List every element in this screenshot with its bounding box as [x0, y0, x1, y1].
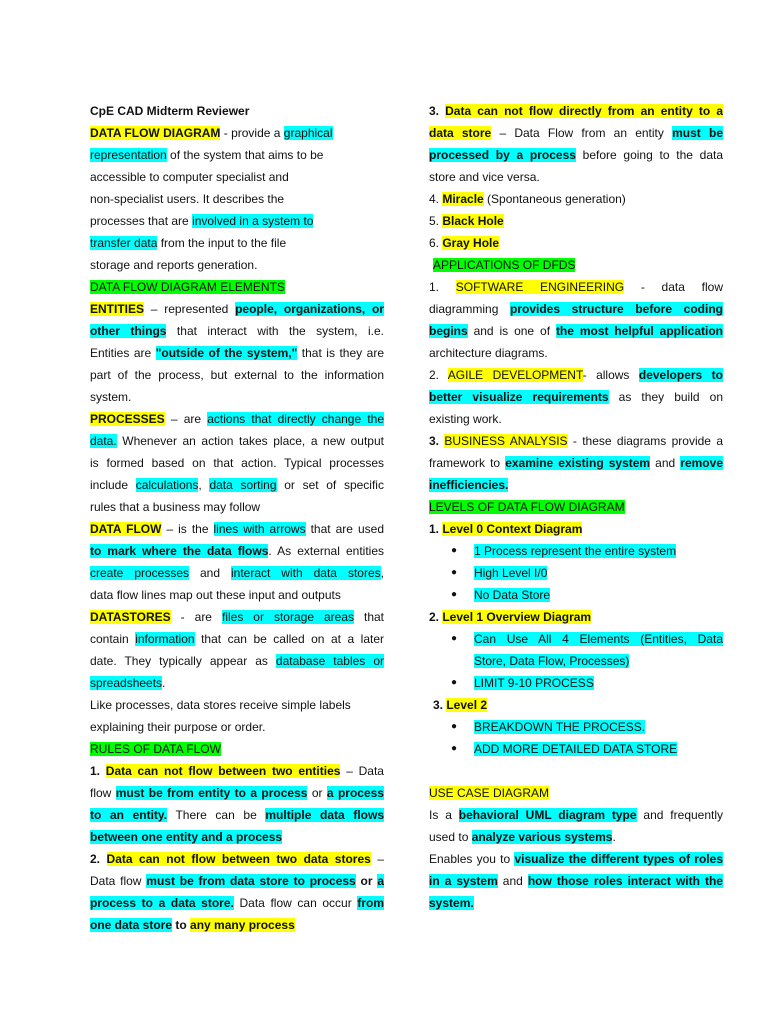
highlight: Black Hole: [442, 214, 504, 228]
text-run: . As external entities: [268, 544, 384, 558]
highlight: spreadsheets: [90, 676, 163, 690]
highlight: Data can not flow directly from an entity to a: [445, 104, 723, 118]
text-line: data flow lines map out these input and outputs: [90, 588, 341, 602]
text-run: that: [354, 610, 384, 624]
rule-4-line: [429, 188, 723, 210]
text-run: ,: [380, 566, 384, 580]
text-run: Data flow can occur: [233, 896, 358, 910]
entities-line: [90, 298, 384, 320]
highlight: BREAKDOWN THE PROCESS.: [474, 720, 646, 734]
list-item: [429, 738, 723, 760]
text-run: include: [90, 478, 136, 492]
highlight: Data can not flow between two entities: [105, 764, 341, 778]
text-line: [90, 232, 384, 254]
text-line: rules that a business may follow: [90, 500, 261, 514]
text-line: [429, 298, 723, 320]
text-line: store and vice versa.: [429, 170, 540, 184]
highlight: Store, Data Flow, Processes): [474, 654, 630, 668]
section-heading-rules: [90, 738, 384, 760]
bullet-icon: ●: [451, 721, 458, 732]
text-line: [90, 540, 384, 562]
highlight: calculations: [135, 478, 199, 492]
app-1-line: [429, 276, 723, 298]
text-line: [429, 870, 723, 892]
bullet-icon: ●: [451, 743, 458, 754]
highlight: data sorting: [209, 478, 277, 492]
text-run: - data flow: [624, 280, 723, 294]
text-line: system.: [90, 390, 132, 404]
text-run: and: [497, 874, 528, 888]
highlight: AGILE DEVELOPMENT: [447, 368, 583, 382]
datastores-line: [90, 606, 384, 628]
text-run: framework to: [429, 456, 506, 470]
dataflow-label: DATA FLOW: [90, 522, 162, 536]
highlight: No Data Store: [474, 588, 551, 602]
text-line: explaining their purpose or order.: [90, 720, 266, 734]
text-run: of the system that aims to be: [166, 148, 324, 162]
rule-2-line: [90, 848, 384, 870]
entities-label: ENTITIES: [90, 302, 145, 316]
highlight: Miracle: [442, 192, 484, 206]
rule-number: 3.: [429, 104, 446, 118]
rule-number: 2.: [90, 852, 107, 866]
bullet-icon: ●: [451, 677, 458, 688]
app-2-line: [429, 364, 723, 386]
text-run: used to: [429, 830, 472, 844]
section-heading-elements: [90, 276, 384, 298]
level-number: 3.: [433, 698, 447, 712]
text-line: [90, 210, 384, 232]
text-run: Entities are: [90, 346, 156, 360]
text-run: – represented: [144, 302, 236, 316]
highlight: LIMIT 9-10 PROCESS: [474, 676, 594, 690]
app-3-line: [429, 430, 723, 452]
text-line: Like processes, data stores receive simple labels: [90, 698, 351, 712]
rule-3-line: [429, 100, 723, 122]
highlight: a process: [326, 786, 384, 800]
list-item: [429, 584, 723, 606]
text-run: (Spontaneous generation): [483, 192, 626, 206]
rule-number: 6.: [429, 236, 443, 250]
text-line: [90, 342, 384, 364]
text-run: - are: [170, 610, 222, 624]
text-run: Enables you to: [429, 852, 515, 866]
text-line: [90, 562, 384, 584]
highlight: BUSINESS ANALYSIS: [444, 434, 568, 448]
highlight: RULES OF DATA FLOW: [90, 742, 221, 756]
text-run: diagramming: [429, 302, 511, 316]
level-number: 1.: [429, 522, 443, 536]
text-line: [429, 144, 723, 166]
datastores-label: DATASTORES: [90, 610, 171, 624]
text-line: [90, 782, 384, 804]
highlight: data store: [429, 126, 492, 140]
text-line: [429, 320, 723, 342]
highlight: examine existing system: [505, 456, 651, 470]
list-item-continuation: [429, 650, 723, 672]
text-line: [429, 386, 723, 408]
bullet-icon: ●: [451, 589, 458, 600]
highlight: 1 Process represent the entire system: [474, 544, 677, 558]
highlight: Data can not flow between two data stores: [106, 852, 371, 866]
highlight: behavioral UML diagram type: [458, 808, 637, 822]
highlight: LEVELS OF DATA FLOW DIAGRAM: [429, 500, 625, 514]
highlight: must be from data store to process: [146, 874, 356, 888]
highlight: Can Use All 4 Elements (Entities, Data: [474, 632, 723, 646]
highlight: from: [357, 896, 384, 910]
text-run: flow: [90, 786, 116, 800]
text-line: existing work.: [429, 412, 502, 426]
text-run: date. They typically appear as: [90, 654, 276, 668]
highlight: the most helpful application: [555, 324, 723, 338]
text-run: – Data Flow from an entity: [491, 126, 673, 140]
text-line: [429, 452, 723, 474]
text-run: from the input to the file: [157, 236, 287, 250]
highlight: SOFTWARE ENGINEERING: [455, 280, 625, 294]
dataflow-line: [90, 518, 384, 540]
level-2-line: [429, 694, 723, 716]
highlight: information: [135, 632, 195, 646]
text-run: before going to the data: [575, 148, 723, 162]
text-run: processes that are: [90, 214, 193, 228]
highlight: create processes: [90, 566, 190, 580]
text-run: Whenever an action takes place, a new output: [116, 434, 384, 448]
highlight: Level 1 Overview Diagram: [442, 610, 592, 624]
highlight: database tables or: [275, 654, 384, 668]
spacer: [429, 760, 723, 782]
text-run: that interact with the system, i.e.: [166, 324, 384, 338]
bullet-icon: ●: [451, 545, 458, 556]
highlight: better visualize requirements: [429, 390, 609, 404]
section-heading-levels: [429, 496, 723, 518]
highlight: visualize the different types of roles: [514, 852, 723, 866]
text-line: non-specialist users. It describes the: [90, 192, 285, 206]
highlight: in a system: [429, 874, 498, 888]
app-number: 3.: [429, 434, 445, 448]
text-line: [90, 430, 384, 452]
text-line: [429, 848, 723, 870]
highlight: analyze various systems: [471, 830, 613, 844]
text-line: [90, 804, 384, 826]
highlight: to an entity.: [90, 808, 168, 822]
text-line: [429, 122, 723, 144]
text-line: [90, 320, 384, 342]
text-line: [429, 474, 723, 496]
list-item: [429, 562, 723, 584]
level-0-line: [429, 518, 723, 540]
highlight: data.: [90, 434, 117, 448]
highlight: begins: [429, 324, 468, 338]
highlight: representation: [90, 148, 167, 162]
text-run: .: [162, 676, 166, 690]
text-line: [90, 144, 384, 166]
processes-line: [90, 408, 384, 430]
section-heading-applications: [429, 254, 723, 276]
text-run: that can be called on at a later: [194, 632, 384, 646]
highlight: remove: [680, 456, 723, 470]
text-run: –: [370, 852, 384, 866]
highlight: a: [377, 874, 384, 888]
text-run: that are used: [305, 522, 384, 536]
highlight: actions that directly change the: [207, 412, 384, 426]
bullet-icon: ●: [451, 567, 458, 578]
text-run: – is the: [161, 522, 214, 536]
highlight: files or storage areas: [221, 610, 354, 624]
rule-number: 5.: [429, 214, 443, 228]
app-number: 2.: [429, 368, 448, 382]
rule-number: 4.: [429, 192, 443, 206]
list-item: [429, 540, 723, 562]
highlight: Gray Hole: [442, 236, 500, 250]
highlight: must be from entity to a process: [115, 786, 308, 800]
highlight: Level 0 Context Diagram: [442, 522, 583, 536]
left-column: [90, 100, 384, 936]
text-run: to: [172, 918, 191, 932]
text-run: and frequently: [636, 808, 723, 822]
highlight: one data store: [90, 918, 173, 932]
text-line: part of the process, but external to the information: [90, 368, 384, 382]
highlight: system.: [429, 896, 474, 910]
text-line: [90, 892, 384, 914]
highlight: DATA FLOW DIAGRAM ELEMENTS: [90, 280, 285, 294]
text-run: as they build on: [608, 390, 723, 404]
text-run: or: [355, 874, 378, 888]
text-run: There can be: [167, 808, 266, 822]
text-run: Data flow: [90, 874, 147, 888]
text-line: [429, 804, 723, 826]
text-line: [90, 826, 384, 848]
highlight: people, organizations, or: [235, 302, 384, 316]
list-item: [429, 716, 723, 738]
text-run: or: [307, 786, 327, 800]
document-title: CpE CAD Midterm Reviewer: [90, 104, 250, 118]
text-run: - provide a: [220, 126, 284, 140]
highlight: APPLICATIONS OF DFDS: [433, 258, 576, 272]
highlight: between one entity and a process: [90, 830, 283, 844]
app-number: 1.: [429, 280, 456, 294]
highlight: any many process: [190, 918, 295, 932]
text-line: is formed based on that action. Typical processes: [90, 456, 384, 470]
highlight: provides structure before coding: [510, 302, 723, 316]
text-line: [90, 628, 384, 650]
text-line: [90, 672, 384, 694]
text-line: accessible to computer specialist and: [90, 170, 289, 184]
text-line: storage and reports generation.: [90, 258, 258, 272]
list-item: [429, 672, 723, 694]
level-number: 2.: [429, 610, 443, 624]
highlight: other things: [90, 324, 167, 338]
highlight: graphical: [283, 126, 333, 140]
text-run: - these diagrams provide a: [567, 434, 723, 448]
highlight: to mark where the data flows: [90, 544, 269, 558]
highlight: USE CASE DIAGRAM: [429, 786, 550, 800]
text-line: architecture diagrams.: [429, 346, 548, 360]
highlight: process to a data store.: [90, 896, 234, 910]
highlight: must be: [672, 126, 723, 140]
text-run: – Data: [340, 764, 384, 778]
text-run: Is a: [429, 808, 459, 822]
highlight: "outside of the system,": [155, 346, 298, 360]
text-line: [90, 870, 384, 892]
highlight: inefficiencies.: [429, 478, 509, 492]
text-run: that is they are: [297, 346, 384, 360]
dfd-definition-line: [90, 122, 384, 144]
right-column: [429, 100, 723, 914]
text-line: [90, 650, 384, 672]
section-heading-usecase: [429, 782, 723, 804]
text-run: contain: [90, 632, 136, 646]
rule-5-line: [429, 210, 723, 232]
highlight: lines with arrows: [213, 522, 306, 536]
text-run: and: [189, 566, 231, 580]
text-line: [429, 892, 723, 914]
rule-number: 1.: [90, 764, 106, 778]
text-run: and is one of: [467, 324, 556, 338]
rule-6-line: [429, 232, 723, 254]
highlight: High Level I/0: [474, 566, 548, 580]
highlight: transfer data: [90, 236, 158, 250]
highlight: processed by a process: [429, 148, 576, 162]
highlight: interact with data stores: [230, 566, 381, 580]
text-run: - allows: [582, 368, 639, 382]
highlight: how those roles interact with the: [527, 874, 723, 888]
text-line: [429, 826, 723, 848]
highlight: involved in a system to: [192, 214, 314, 228]
rule-1-line: [90, 760, 384, 782]
highlight: Level 2: [446, 698, 488, 712]
text-line: [90, 914, 384, 936]
list-item: [429, 628, 723, 650]
text-run: – are: [164, 412, 208, 426]
level-1-line: [429, 606, 723, 628]
text-line: [90, 474, 384, 496]
highlight: developers to: [638, 368, 723, 382]
highlight: ADD MORE DETAILED DATA STORE: [474, 742, 678, 756]
text-run: .: [612, 830, 616, 844]
highlight: multiple data flows: [265, 808, 384, 822]
processes-label: PROCESSES: [90, 412, 165, 426]
text-run: and: [650, 456, 681, 470]
dfd-heading: DATA FLOW DIAGRAM: [90, 126, 221, 140]
text-run: or set of specific: [276, 478, 384, 492]
text-run: ,: [198, 478, 210, 492]
bullet-icon: ●: [451, 633, 458, 644]
